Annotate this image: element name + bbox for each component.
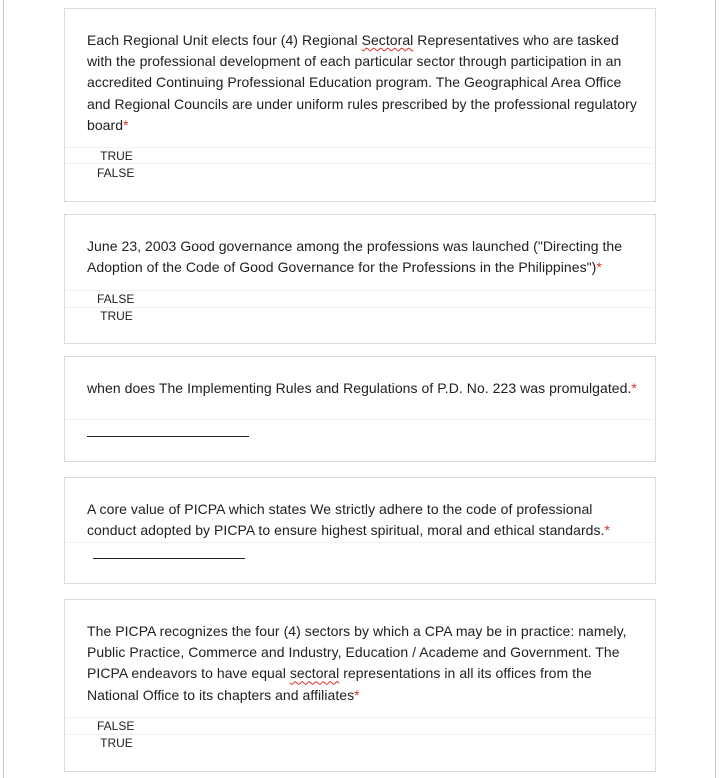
spellcheck-word: sectoral <box>289 665 340 682</box>
spellcheck-word: Sectoral <box>361 32 414 48</box>
option-true[interactable]: TRUE <box>97 735 133 750</box>
option-true[interactable]: TRUE <box>97 149 133 163</box>
question-card-4 <box>64 477 656 584</box>
question-text-part: June 23, 2003 Good governance among the professions was launched ("Directing the Adoption of the Code of Good Governance for the Professions in the Philippines") <box>87 238 623 276</box>
question-card-1 <box>64 8 656 202</box>
answer-blank-line[interactable] <box>93 558 245 559</box>
option-false[interactable]: FALSE <box>97 719 135 733</box>
required-asterisk: * <box>354 686 360 703</box>
question-text-part: Each Regional Unit elects four (4) Regional <box>87 32 362 48</box>
required-asterisk: * <box>596 259 602 276</box>
question-text-part: when does The Implementing Rules and Regulations of P.D. No. 223 was promulgated. <box>87 380 632 396</box>
required-asterisk: * <box>631 380 637 396</box>
option-false[interactable]: FALSE <box>97 292 135 306</box>
question-card-5 <box>64 599 656 772</box>
question-text-part: Representatives who are tasked with the professional development of each particular sector through participation in an accredited Continuing Professional Education program. The Geographical Area Office and Regional Councils are under uniform rules prescribed by the professional regulatory board <box>87 32 637 133</box>
option-false[interactable]: FALSE <box>97 165 135 180</box>
option-true[interactable]: TRUE <box>97 308 133 323</box>
answer-options <box>97 148 134 181</box>
answer-blank-line[interactable] <box>87 436 249 437</box>
answer-options <box>97 291 134 324</box>
question-text-part: representations in all its offices from the National Office to its chapters and affiliates <box>87 665 592 703</box>
question-text <box>87 499 637 541</box>
question-card-3 <box>64 356 656 462</box>
question-text-part: The PICPA recognizes the four (4) sectors by which a CPA may be in practice: namely, Public Practice, Commerce and Industry, Education / Academe and Government. The PICPA endeavors to have equal <box>87 623 627 682</box>
question-text <box>87 378 637 399</box>
question-text <box>87 236 637 278</box>
question-card-2 <box>64 214 656 344</box>
answer-options <box>97 718 134 751</box>
question-text-part: A core value of PICPA which states We strictly adhere to the code of professional conduct adopted by PICPA to ensure highest spiritual, moral and ethical standards. <box>87 501 605 539</box>
required-asterisk: * <box>123 116 129 133</box>
question-text <box>87 621 637 706</box>
question-text <box>87 30 637 136</box>
required-asterisk: * <box>604 522 610 539</box>
